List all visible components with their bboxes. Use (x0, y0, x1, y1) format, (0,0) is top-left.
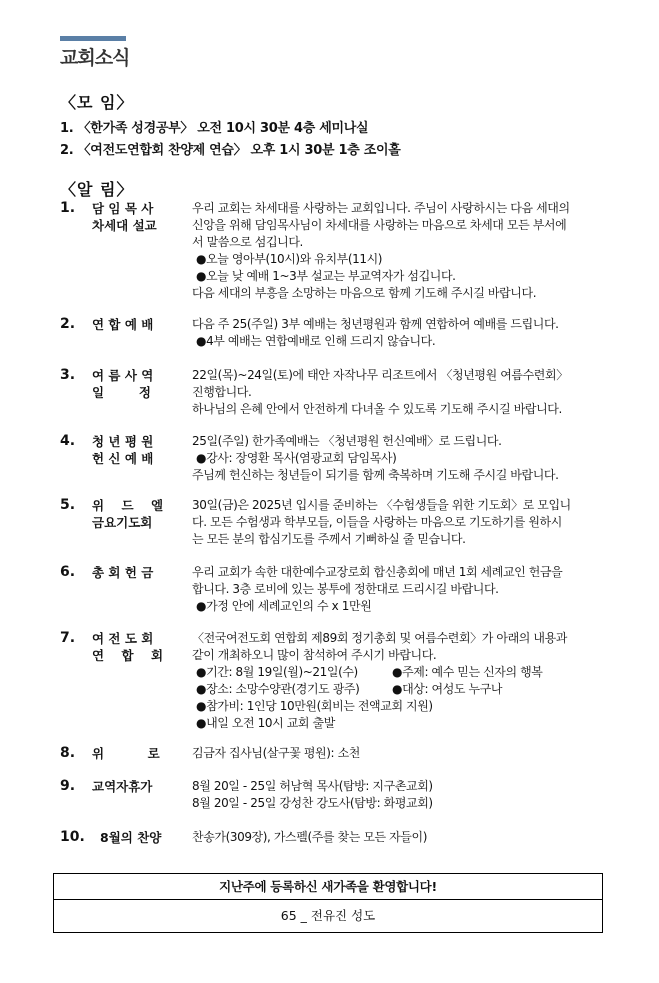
notice-line: 김금자 집사님(살구꽃 평원): 소천 (192, 746, 360, 760)
notice-line: ●가정 안에 세례교인의 수 x 1만원 (196, 599, 372, 613)
notice-label-line: 교역자휴가 (92, 779, 153, 794)
notice-number: 4. (60, 433, 76, 449)
notice-line: 8월 20일 - 25일 허남혁 목사(탐방: 지구촌교회) (192, 779, 433, 793)
event-target: ●대상: 여성도 누구나 (392, 682, 503, 696)
notice-line: 30일(금)은 2025년 입시를 준비하는 〈수험생들을 위한 기도회〉로 모입니 (192, 498, 571, 512)
notice-line: ●참가비: 1인당 10만원(회비는 전액교회 지원) (196, 699, 433, 713)
notice-line: 〈전국여전도회 연합회 제89회 정기총회 및 여름수련회〉가 아래의 내용과 (192, 631, 567, 645)
notice-label-line: 차세대 설교 (92, 218, 157, 233)
notice-line: 다음 주 25(주일) 3부 예배는 청년평원과 함께 연합하여 예배를 드립니다. (192, 317, 559, 331)
notice-label-line: 위 드 엘 (92, 498, 164, 513)
welcome-table (53, 873, 603, 933)
notice-body (192, 745, 606, 762)
notice-body (192, 564, 606, 615)
notice-line: 진행합니다. (192, 385, 252, 399)
notice-label-line: 여 름 사 역 (92, 368, 154, 383)
notice-body (192, 630, 606, 732)
notice-line (192, 681, 606, 698)
notice-label-line: 연 합 회 (92, 648, 164, 663)
event-venue: ●장소: 소망수양관(경기도 광주) (196, 682, 360, 696)
notice-number: 6. (60, 564, 76, 580)
meetings-heading: 〈모 임〉 (60, 93, 134, 112)
notice-line: 같이 개최하오니 많이 참석하여 주시기 바랍니다. (192, 648, 437, 662)
notice-line: 는 모든 분의 합심기도를 주께서 기뻐하실 줄 믿습니다. (192, 532, 466, 546)
notice-line: ●강사: 장영환 목사(염광교회 담임목사) (196, 451, 397, 465)
notice-body (192, 778, 606, 812)
notice-body (192, 497, 606, 548)
notice-label-line: 금요기도회 (92, 515, 153, 530)
notice-line: 찬송가(309장), 가스펠(주를 찾는 모든 자들이) (192, 830, 427, 844)
event-period: ●기간: 8월 19일(월)~21일(수) (196, 665, 358, 679)
notice-body (192, 200, 606, 302)
notice-line: 22일(목)~24일(토)에 태안 자작나무 리조트에서 〈청년평원 여름수련회〉 (192, 368, 568, 382)
notice-label-line: 위 로 (92, 746, 160, 761)
welcome-title: 지난주에 등록하신 새가족을 환영합니다! (54, 874, 602, 900)
notice-label-line: 총 회 헌 금 (92, 565, 154, 580)
notice-line: ●4부 예배는 연합예배로 인해 드리지 않습니다. (196, 334, 436, 348)
notice-number: 9. (60, 778, 76, 794)
new-member-entry: 65 _ 전유진 성도 (280, 908, 376, 923)
notices-heading: 〈알 림〉 (60, 180, 134, 199)
notice-line: 합니다. 3층 로비에 있는 봉투에 정한대로 드리시길 바랍니다. (192, 582, 499, 596)
notice-number: 10. (60, 829, 85, 845)
notice-line: 우리 교회는 차세대를 사랑하는 교회입니다. 주님이 사랑하시는 다음 세대의 (192, 201, 570, 215)
notice-line: ●오늘 영아부(10시)와 유치부(11시) (196, 252, 383, 266)
notice-label-line: 담 임 목 사 (92, 201, 154, 216)
notice-line: 8월 20일 - 25일 강성찬 강도사(탐방: 화평교회) (192, 796, 433, 810)
notice-number: 8. (60, 745, 76, 761)
notice-label-line: 여 전 도 회 (92, 631, 154, 646)
notice-body (192, 367, 606, 418)
notice-line: 다음 세대의 부흥을 소망하는 마음으로 함께 기도해 주시길 바랍니다. (192, 286, 537, 300)
event-theme: ●주제: 예수 믿는 신자의 행복 (392, 665, 543, 679)
notice-number: 3. (60, 367, 76, 383)
notice-label-line: 헌 신 예 배 (92, 451, 154, 466)
notice-number: 7. (60, 630, 76, 646)
notice-number: 5. (60, 497, 76, 513)
meeting-item: 2. 〈여전도연합회 찬양제 연습〉 오후 1시 30분 1층 조이홀 (60, 143, 401, 158)
notice-line: ●내일 오전 10시 교회 출발 (196, 716, 335, 730)
notice-label-line: 8월의 찬양 (100, 830, 162, 845)
header-accent-bar (60, 36, 126, 41)
notice-label-line: 연 합 예 배 (92, 317, 154, 332)
notice-line: ●오늘 낮 예배 1~3부 설교는 부교역자가 섬깁니다. (196, 269, 456, 283)
meeting-item: 1. 〈한가족 성경공부〉 오전 10시 30분 4층 세미나실 (60, 121, 369, 136)
notice-body (192, 829, 606, 846)
notice-line: 서 말씀으로 섬깁니다. (192, 235, 303, 249)
notice-line: 주님께 헌신하는 청년들이 되기를 함께 축복하며 기도해 주시길 바랍니다. (192, 468, 559, 482)
notice-body (192, 316, 606, 350)
notice-line: 우리 교회가 속한 대한예수교장로회 합신총회에 매년 1회 세례교인 헌금을 (192, 565, 563, 579)
notice-label-line: 청 년 평 원 (92, 434, 154, 449)
notice-number: 2. (60, 316, 76, 332)
notice-line: 다. 모든 수험생과 학부모들, 이들을 사랑하는 마음으로 기도하기를 원하시 (192, 515, 562, 529)
notice-line: 하나님의 은혜 안에서 안전하게 다녀올 수 있도록 기도해 주시길 바랍니다. (192, 402, 562, 416)
notice-number: 1. (60, 200, 76, 216)
page-title: 교회소식 (60, 47, 130, 69)
notice-line: 25일(주일) 한가족예배는 〈청년평원 헌신예배〉로 드립니다. (192, 434, 502, 448)
notice-label-line: 일 정 (92, 385, 151, 400)
notice-line: 신앙을 위해 담임목사님이 차세대를 사랑하는 마음으로 차세대 모든 부서에 (192, 218, 567, 232)
notice-line (192, 664, 606, 681)
notice-body (192, 433, 606, 484)
